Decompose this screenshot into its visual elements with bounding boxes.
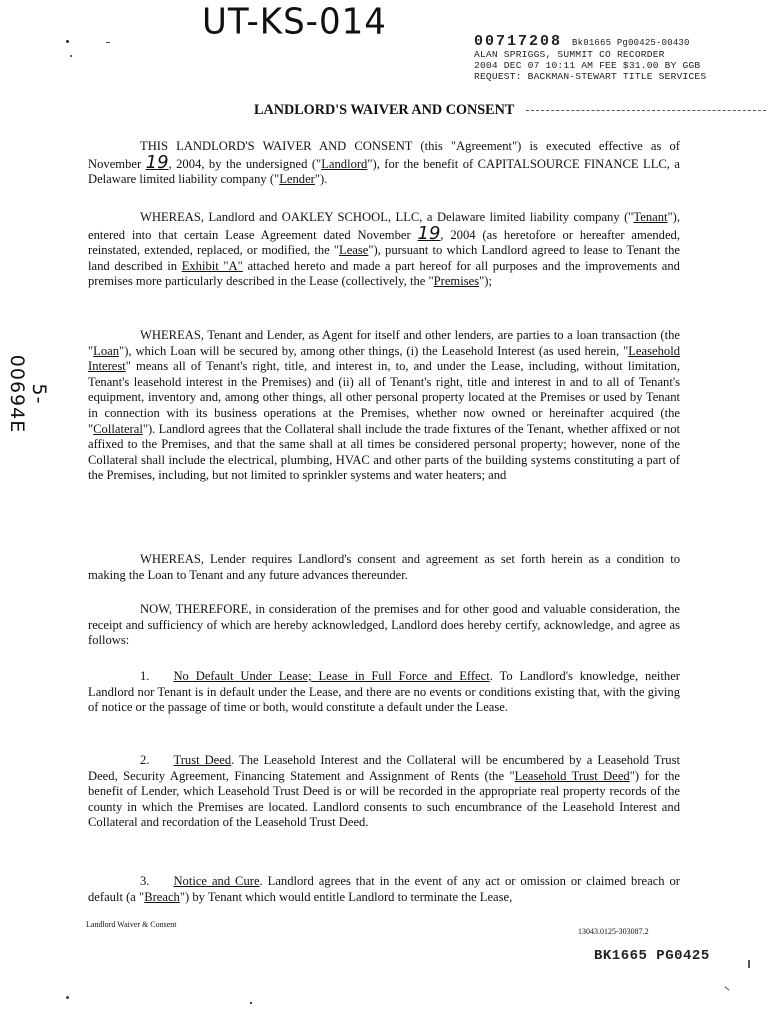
defined-term: Landlord xyxy=(321,156,368,171)
recording-stamp-line: ALAN SPRIGGS, SUMMIT CO RECORDER xyxy=(474,49,665,60)
footer-left: Landlord Waiver & Consent xyxy=(86,920,177,929)
section-3: 3. Notice and Cure. Landlord agrees that in the event of any act or omission or claimed breach or default (a "Breach") by Tenant which would entitle Landlord to terminate the Lease, xyxy=(88,874,681,904)
defined-term: Leasehold Trust Deed xyxy=(514,768,630,783)
recording-stamp-line: REQUEST: BACKMAN-STEWART TITLE SERVICES xyxy=(474,71,707,82)
handwritten-document-code: UT-KS-014 xyxy=(202,1,387,43)
intro-paragraph: THIS LANDLORD'S WAIVER AND CONSENT (this "Agreement") is executed effective as of November 19, 2004, by the undersigned ("Landlord"), for the benefit of CAPITALSOURCE FINANCE LLC, a Delaware limited liability company ("Lender"). xyxy=(88,139,680,187)
recording-stamp xyxy=(474,32,764,82)
handwritten-date: 19 xyxy=(145,151,169,173)
section-heading: No Default Under Lease; Lease in Full Force and Effect xyxy=(173,669,490,683)
book-page-stamp: BK1665 PG0425 xyxy=(594,948,710,964)
section-1: 1. No Default Under Lease; Lease in Full Force and Effect. To Landlord's knowledge, neither Landlord nor Tenant is in default under the Lease, and there are no events or conditions existing that, with the giving of notice or the passage of time or both, would constitute a default under the Lease. xyxy=(88,669,680,715)
defined-term: Premises xyxy=(433,274,480,289)
section-number: 3. xyxy=(140,874,150,888)
recording-stamp-line: 2004 DEC 07 10:11 AM FEE $31.00 BY GGB xyxy=(474,60,701,71)
dashed-rule xyxy=(526,110,766,111)
whereas-paragraph: WHEREAS, Tenant and Lender, as Agent for itself and other lenders, are parties to a loan transaction (the "Loan"), which Loan will be secured by, among other things, (i) the Leasehold Interest (as used herein, "Leasehold Interest" means all of Tenant's right, title, and interest in, to, and under the Lease, including, without limitation, Tenant's leasehold interest in the Premises) and (ii) all of Tenant's right, title and interest in and to all of Tenant's equipment, inventory and, among other things, all other personal property located at the Premises or used by Tenant in connection with its business operations at the Premises, whether now owned or hereinafter acquired (the "Collateral"). Landlord agrees that the Collateral shall include the trade fixtures of the Tenant, whether affixed or not affixed to the Premises, and that the same shall at all times be considered personal property; however, none of the Collateral shall include the electrical, plumbing, HVAC and other parts of the building systems constituting a part of the Premises, including, but not limited to sprinkler systems and water heaters; and xyxy=(88,328,680,483)
recording-entry-number: 00717208 xyxy=(474,33,563,50)
handwritten-date: 19 xyxy=(417,222,441,244)
defined-term: Lender xyxy=(279,172,315,187)
recording-book-page: Bk01665 Pg00425-00430 xyxy=(572,38,690,48)
section-heading: Trust Deed xyxy=(173,753,232,767)
section-heading: Notice and Cure xyxy=(173,874,260,888)
whereas-paragraph: WHEREAS, Landlord and OAKLEY SCHOOL, LLC, a Delaware limited liability company ("Tenant"), entered into that certain Lease Agreement dated November 19, 2004 (as heretofore or hereafter amended, reinstated, extended, replaced, or modified, the "Lease"), pursuant to which Landlord agreed to lease to Tenant the land described in Exhibit "A" attached hereto and made a part hereof for all purposes and the improvements and premises more particularly described in the Lease (collectively, the "Premises"); xyxy=(88,210,680,289)
side-handwritten-number: 5-00694E xyxy=(6,354,50,434)
defined-term: Tenant xyxy=(633,210,668,224)
section-number: 2. xyxy=(140,753,150,767)
section-2: 2. Trust Deed. The Leasehold Interest and the Collateral will be encumbered by a Leasehold Trust Deed, Security Agreement, Financing Statement and Assignment of Rents (the "Leasehold Trust Deed") for the benefit of Lender, which Leasehold Trust Deed is or will be recorded in the appropriate real property records of the county in which the Premises are located. Landlord consents to such encumbrance of the Leasehold Interest and Collateral and recordation of the Leasehold Trust Deed. xyxy=(88,753,680,830)
now-therefore-paragraph: NOW, THEREFORE, in consideration of the premises and for other good and valuable consideration, the receipt and sufficiency of which are hereby acknowledged, Landlord does hereby certify, acknowledge, and agree as follows: xyxy=(88,602,680,648)
scan-speck xyxy=(70,55,72,57)
scan-speck xyxy=(724,986,729,991)
scan-speck xyxy=(106,42,110,43)
scan-speck xyxy=(66,40,69,43)
footer-right: 13043.0125-303087.2 xyxy=(578,927,649,936)
scan-speck xyxy=(66,996,69,999)
defined-term: Loan xyxy=(93,343,120,358)
section-number: 1. xyxy=(140,669,150,683)
exhibit-reference: Exhibit "A" xyxy=(181,258,243,273)
whereas-paragraph: WHEREAS, Lender requires Landlord's consent and agreement as set forth herein as a condition to making the Loan to Tenant and any future advances thereunder. xyxy=(88,552,680,582)
scan-speck xyxy=(250,1002,252,1004)
page-title: LANDLORD'S WAIVER AND CONSENT xyxy=(254,102,515,118)
defined-term: Leasehold Interest xyxy=(88,343,680,374)
defined-term: Lease xyxy=(339,243,369,258)
defined-term: Breach xyxy=(144,889,180,904)
defined-term: Collateral xyxy=(93,421,143,436)
scan-speck xyxy=(748,960,750,968)
